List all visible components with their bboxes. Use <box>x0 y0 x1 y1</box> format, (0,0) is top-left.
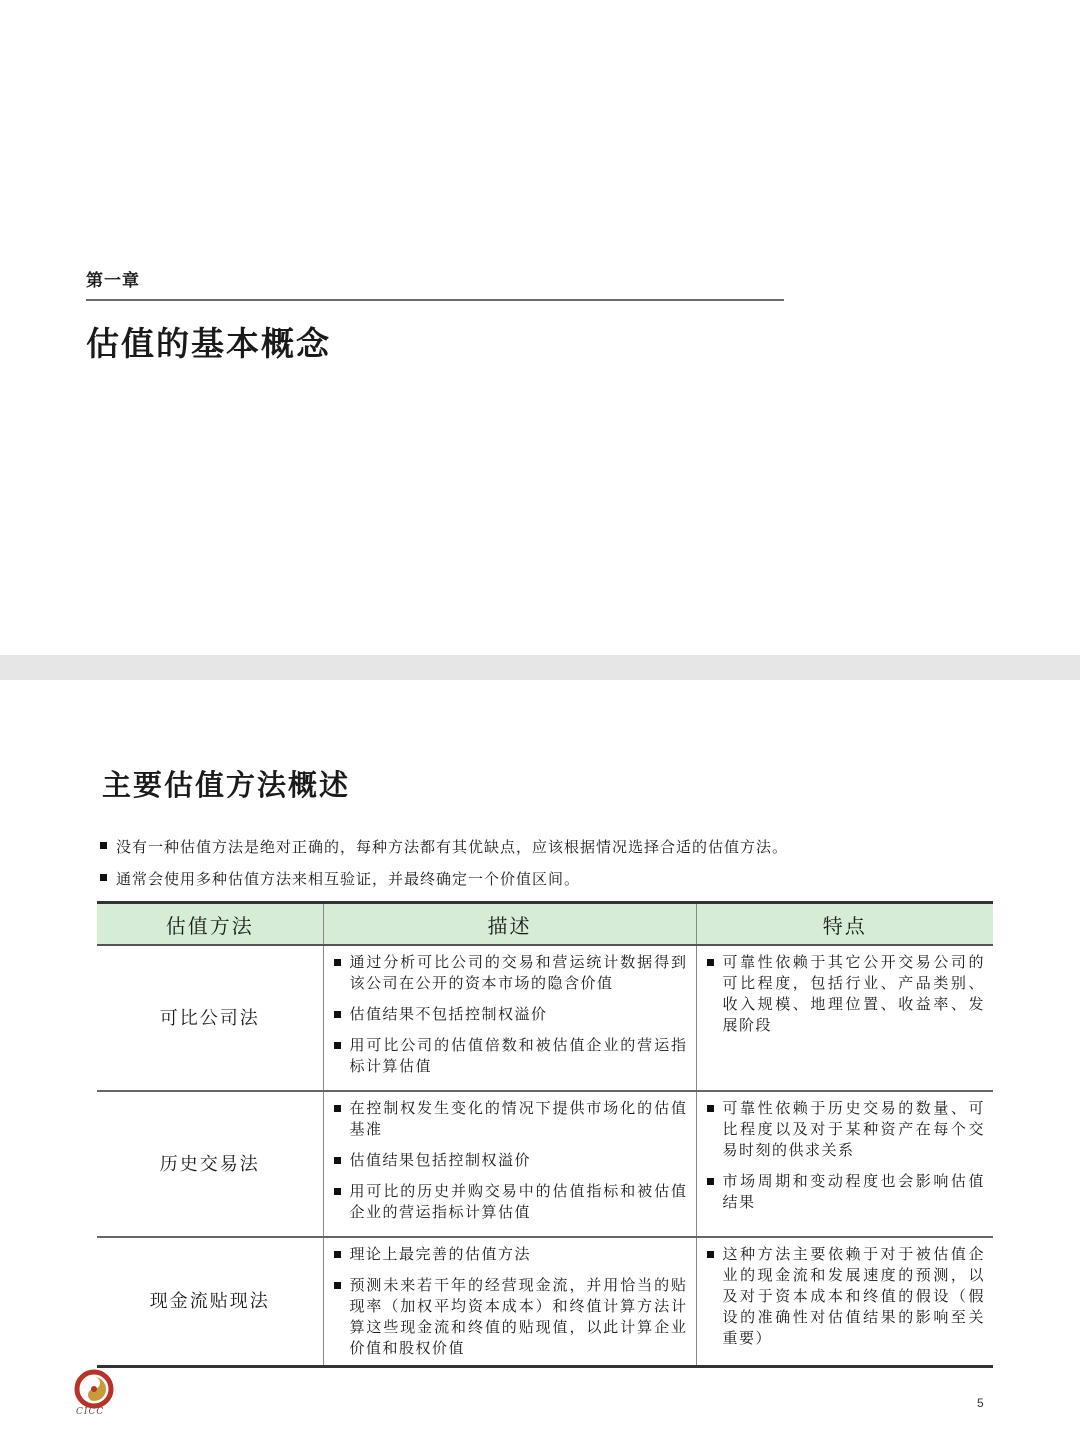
method-name: 现金流贴现法 <box>97 1237 323 1367</box>
header-description: 描述 <box>323 903 696 946</box>
header-features: 特点 <box>696 903 993 946</box>
description-item: 估值结果包括控制权溢价 <box>334 1150 688 1171</box>
description-item: 预测未来若干年的经营现金流，并用恰当的贴现率（加权平均资本成本）和终值计算方法计算这些现金流和终值的贴现值，以此计算企业价值和股权价值 <box>334 1275 688 1359</box>
intro-bullet <box>100 868 980 890</box>
bullet-square-icon <box>334 1157 341 1164</box>
description-cell <box>323 1237 696 1367</box>
feature-item: 这种方法主要依赖于对于被估值企业的现金流和发展速度的预测，以及对于资本成本和终值的假设（假设的准确性对估值结果的影响至关重要） <box>707 1244 986 1349</box>
chapter-label: 第一章 <box>86 271 140 291</box>
features-cell <box>696 945 993 1091</box>
description-item: 在控制权发生变化的情况下提供市场化的估值基准 <box>334 1098 688 1140</box>
table-header-row <box>97 903 993 946</box>
feature-item: 市场周期和变动程度也会影响估值结果 <box>707 1171 986 1213</box>
bullet-square-icon <box>707 1251 714 1258</box>
slide-title: 主要估值方法概述 <box>102 768 351 802</box>
description-cell <box>323 945 696 1091</box>
feature-item: 可靠性依赖于其它公开交易公司的可比程度，包括行业、产品类别、收入规模、地理位置、收益率、发展阶段 <box>707 952 986 1036</box>
slide-valuation-overview <box>0 680 1080 1440</box>
chapter-divider <box>86 299 784 301</box>
description-item: 理论上最完善的估值方法 <box>334 1244 688 1265</box>
bullet-square-icon <box>334 1251 341 1258</box>
bullet-square-icon <box>334 1105 341 1112</box>
bullet-square-icon <box>100 874 107 881</box>
page-number: 5 <box>977 1396 984 1410</box>
table-row <box>97 945 993 1091</box>
valuation-methods-table <box>97 901 993 1368</box>
description-item: 用可比的历史并购交易中的估值指标和被估值企业的营运指标计算估值 <box>334 1181 688 1223</box>
intro-bullet <box>100 836 980 858</box>
method-name: 可比公司法 <box>97 945 323 1091</box>
feature-item: 可靠性依赖于历史交易的数量、可比程度以及对于某种资产在每个交易时刻的供求关系 <box>707 1098 986 1161</box>
table-row <box>97 1091 993 1237</box>
features-cell <box>696 1237 993 1367</box>
logo-text: CICC <box>76 1407 105 1417</box>
chapter-title: 估值的基本概念 <box>86 324 331 363</box>
bullet-square-icon <box>334 1011 341 1018</box>
bullet-square-icon <box>334 1042 341 1049</box>
description-item: 用可比公司的估值倍数和被估值企业的营运指标计算估值 <box>334 1035 688 1077</box>
bullet-square-icon <box>707 1178 714 1185</box>
logo-dot <box>91 1386 97 1392</box>
slide-chapter-cover <box>0 0 1080 655</box>
bullet-square-icon <box>707 1105 714 1112</box>
intro-text: 通常会使用多种估值方法来相互验证，并最终确定一个价值区间。 <box>116 870 581 888</box>
bullet-square-icon <box>334 1188 341 1195</box>
intro-text: 没有一种估值方法是绝对正确的，每种方法都有其优缺点，应该根据情况选择合适的估值方法。 <box>116 838 789 856</box>
header-method: 估值方法 <box>97 903 323 946</box>
bullet-square-icon <box>334 1282 341 1289</box>
description-item: 估值结果不包括控制权溢价 <box>334 1004 688 1025</box>
method-name: 历史交易法 <box>97 1091 323 1237</box>
table-row <box>97 1237 993 1367</box>
description-cell <box>323 1091 696 1237</box>
features-cell <box>696 1091 993 1237</box>
bullet-square-icon <box>707 959 714 966</box>
description-item: 通过分析可比公司的交易和营运统计数据得到该公司在公开的资本市场的隐含价值 <box>334 952 688 994</box>
bullet-square-icon <box>100 842 107 849</box>
bullet-square-icon <box>334 959 341 966</box>
